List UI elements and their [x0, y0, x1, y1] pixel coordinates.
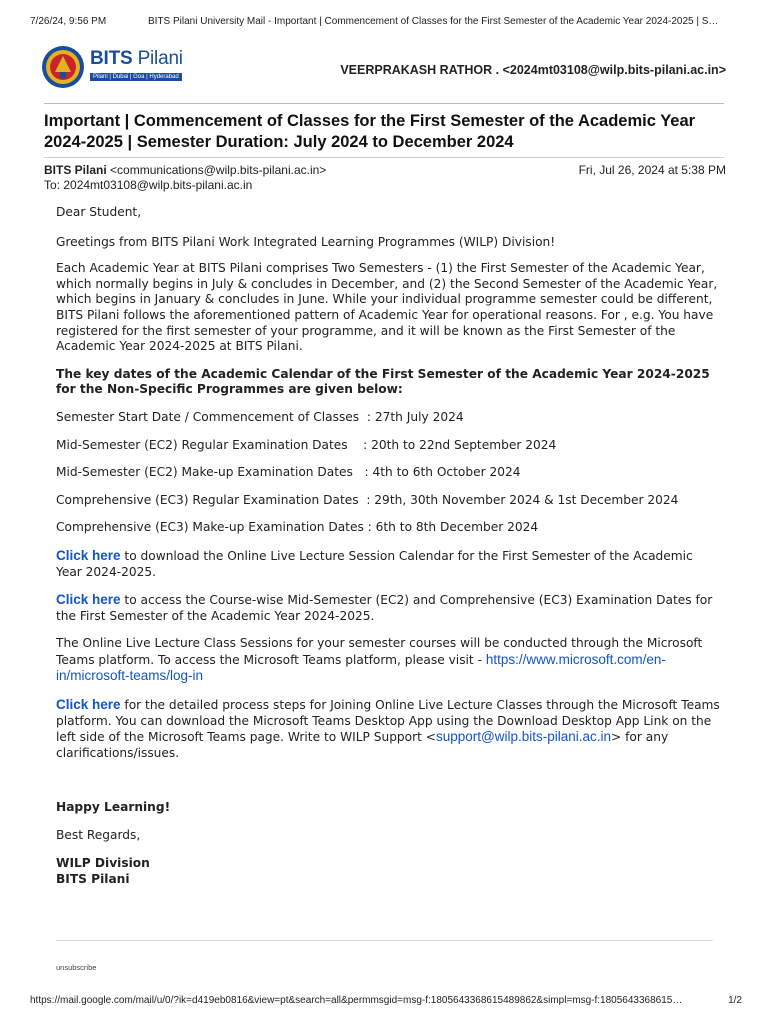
footer-divider	[56, 940, 713, 941]
account-identity: VEERPRAKASH RATHOR . <2024mt03108@wilp.bits-pilani.ac.in>	[340, 63, 726, 77]
exam-dates-click-here-link[interactable]: Click here	[56, 592, 121, 608]
calendar-paragraph: Click here to download the Online Live Lecture Session Calendar for the First Semester of the Academic Year 2024-2025.	[56, 547, 693, 579]
calendar-click-here-link[interactable]: Click here	[56, 547, 121, 563]
unsubscribe-link[interactable]: unsubscribe	[56, 963, 97, 972]
process-paragraph: Click here for the detailed process steps for Joining Online Live Lecture Classes through the Microsoft Teams platform. You can download the Microsoft Teams Desktop App using the Download Desktop App Link on the left side of the Microsoft Teams page. Write to WILP Support <support@wilp.bits-pilani.ac.in> for any clarifications/issues.	[56, 697, 720, 760]
teams-login-link[interactable]: https://www.microsoft.com/en-in/microsoft-teams/log-in	[56, 651, 666, 684]
date-ec3-regular: Comprehensive (EC3) Regular Examination Dates : 29th, 30th November 2024 & 1st December 2024	[56, 492, 679, 507]
header-divider	[44, 103, 724, 104]
subject-divider	[44, 157, 724, 158]
support-email-link[interactable]: support@wilp.bits-pilani.ac.in	[436, 729, 612, 745]
date-ec3-makeup: Comprehensive (EC3) Make-up Examination Dates : 6th to 8th December 2024	[56, 520, 539, 535]
happy-learning: Happy Learning!	[56, 800, 171, 815]
process-click-here-link[interactable]: Click here	[56, 697, 121, 713]
exam-dates-paragraph: Click here to access the Course-wise Mid-Semester (EC2) and Comprehensive (EC3) Examination Dates for the First Semester of the Academic Year 2024-2025.	[56, 592, 713, 623]
print-datetime: 7/26/24, 9:56 PM	[30, 16, 107, 27]
date-start: Semester Start Date / Commencement of Classes : 27th July 2024	[56, 409, 464, 424]
date-ec2-makeup: Mid-Semester (EC2) Make-up Examination Dates : 4th to 6th October 2024	[56, 465, 521, 480]
brand-campuses: Pilani | Dubai | Goa | Hyderabad	[90, 73, 182, 81]
email-body	[56, 205, 721, 888]
print-url: https://mail.google.com/mail/u/0/?ik=d419eb0816&view=pt&search=all&permmsgid=msg-f:1805643368615489862&simpl=msg-f:1805643368615…	[30, 995, 683, 1006]
date-ec2-regular: Mid-Semester (EC2) Regular Examination Dates : 20th to 22nd September 2024	[56, 437, 557, 452]
greeting: Dear Student,	[56, 205, 142, 219]
email-subject: Important | Commencement of Classes for the First Semester of the Academic Year 2024-2025 | Semester Duration: July 2024 to December 2024	[44, 112, 696, 151]
page-number: 1/2	[728, 995, 742, 1006]
print-page-title: BITS Pilani University Mail - Important | Commencement of Classes for the First Semester of the Academic Year 2024-2025 | S…	[148, 16, 719, 27]
signature-org: BITS Pilani	[56, 872, 130, 887]
sent-timestamp: Fri, Jul 26, 2024 at 5:38 PM	[578, 163, 726, 177]
teams-paragraph: The Online Live Lecture Class Sessions for your semester courses will be conducted through the Microsoft Teams platform. To access the Microsoft Teams platform, please visit - https://www.microsoft.com/en-in/microsoft-teams/log-in	[56, 636, 703, 684]
recipient: To: 2024mt03108@wilp.bits-pilani.ac.in	[44, 178, 253, 192]
signature-division: WILP Division	[56, 855, 150, 870]
sender-name: BITS Pilani	[44, 163, 107, 177]
sender-address: <communications@wilp.bits-pilani.ac.in>	[106, 163, 327, 177]
best-regards: Best Regards,	[56, 828, 141, 843]
sender	[44, 163, 326, 177]
bits-emblem-icon	[40, 44, 86, 90]
semester-paragraph: Each Academic Year at BITS Pilani comprises Two Semesters - (1) the First Semester of the Academic Year, which normally begins in July & concludes in December, and (2) the Second Semester of the Academic Year, which begins in January & concludes in June. While your individual programme semester could be different, BITS Pilani follows the aforementioned pattern of Academic Year for operational reasons. For , e.g. You have registered for the first semester of your programme, and it will be known as the First Semester of the Academic Year 2024-2025 at BITS Pilani.	[56, 261, 718, 354]
brand-name: BITS Pilani	[90, 48, 183, 69]
key-dates-heading: The key dates of the Academic Calendar of the First Semester of the Academic Year 2024-2025 for the Non-Specific Programmes are given below:	[56, 366, 710, 397]
intro-paragraph: Greetings from BITS Pilani Work Integrated Learning Programmes (WILP) Division!	[56, 234, 556, 249]
